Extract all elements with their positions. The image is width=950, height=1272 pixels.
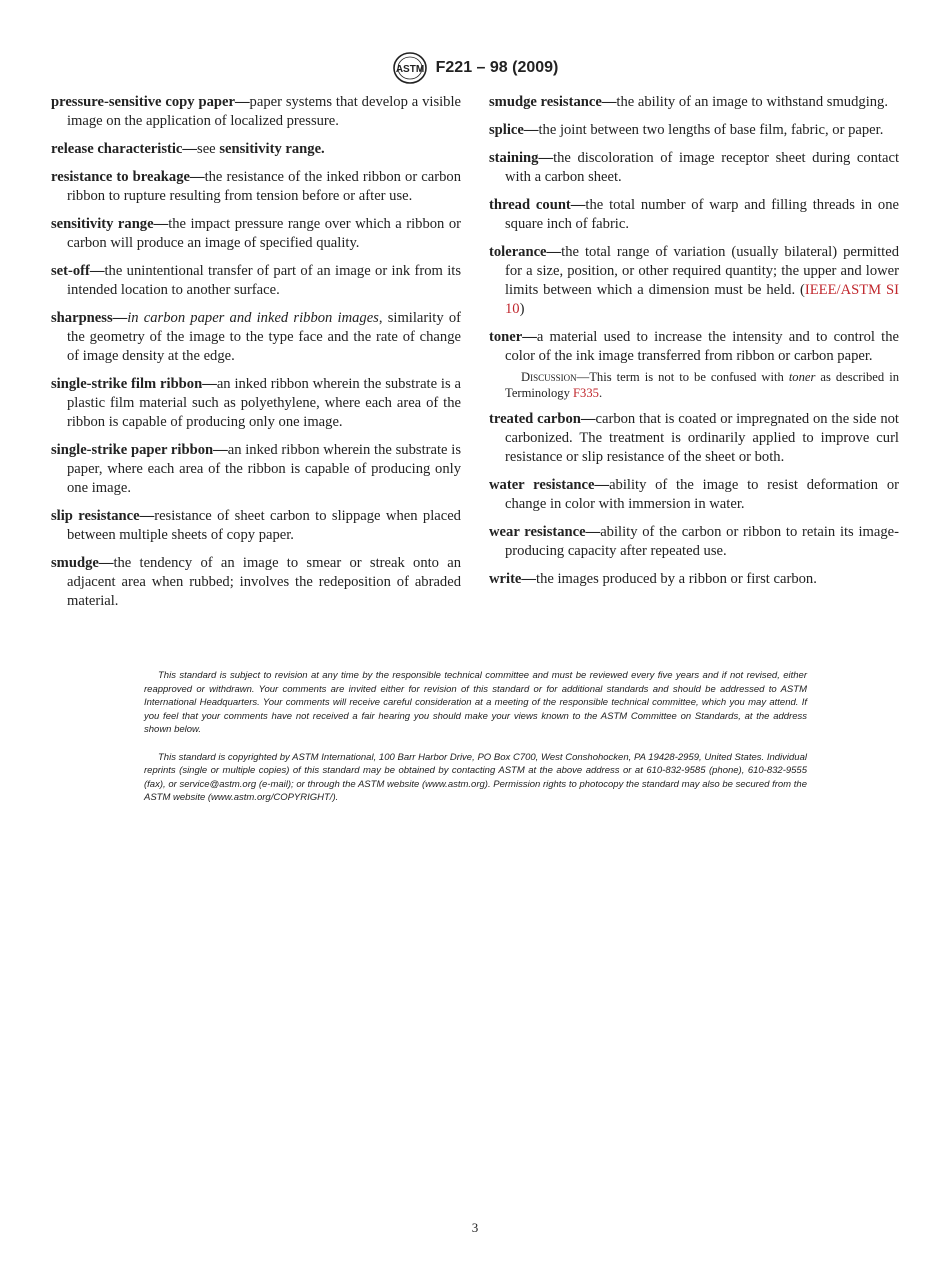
term-pressure-sensitive-copy-paper <box>51 93 461 131</box>
term-wear-resistance <box>489 523 899 561</box>
term-name: sharpness— <box>51 310 128 326</box>
term-name: wear resistance— <box>489 524 601 540</box>
discussion-label: Discussion <box>521 370 577 384</box>
term-definition: see <box>197 141 220 157</box>
discussion-text: . <box>598 386 603 400</box>
term-definition: an inked ribbon wherein the substrate is paper, where each area of the ribbon is capable of producing only one image. <box>67 442 461 496</box>
term-thread-count <box>489 196 899 234</box>
term-cross-reference: sensitivity range. <box>219 141 325 157</box>
term-write <box>489 570 899 589</box>
term-name: write— <box>489 571 537 587</box>
term-definition-end: ) <box>519 301 525 317</box>
term-definition: the resistance of the inked ribbon or carbon ribbon to rupture resulting from tension before or after use. <box>67 169 461 204</box>
term-staining <box>489 149 899 187</box>
term-name: pressure-sensitive copy paper— <box>51 94 250 110</box>
term-sensitivity-range <box>51 215 461 253</box>
reference-link-ieee-astm-si-10[interactable]: IEEE/ASTM SI 10 <box>505 282 899 317</box>
term-definition: a material used to increase the intensity and to control the color of the ink image transferred from ribbon or carbon paper. <box>505 329 899 364</box>
term-definition: the total number of warp and filling threads in one square inch of fabric. <box>505 197 899 232</box>
term-sharpness <box>51 309 461 366</box>
term-smudge-resistance <box>489 93 899 112</box>
term-name: thread count— <box>489 197 586 213</box>
term-definition: resistance of sheet carbon to slippage when placed between multiple sheets of copy paper. <box>67 508 461 543</box>
term-single-strike-paper-ribbon <box>51 441 461 498</box>
term-name: resistance to breakage— <box>51 169 205 185</box>
term-definition: the total range of variation (usually bilateral) permitted for a size, position, or other required quantity; the upper and lower limits between which a dimension must be held. ( <box>505 244 899 298</box>
reference-link-f335[interactable]: F335 <box>573 386 599 400</box>
page-header <box>0 52 950 89</box>
term-set-off <box>51 262 461 300</box>
discussion-text: —This term is not to be confused with <box>576 370 789 384</box>
term-treated-carbon <box>489 410 899 467</box>
discussion-italic: toner <box>788 370 816 384</box>
term-definition: the discoloration of image receptor sheet during contact with a carbon sheet. <box>505 150 899 185</box>
astm-logo-text: ASTM <box>395 64 424 75</box>
term-name: set-off— <box>51 263 105 279</box>
term-definition: paper systems that develop a visible image on the application of localized pressure. <box>67 94 462 129</box>
term-context: in carbon paper and inked ribbon images <box>127 310 379 326</box>
term-definition: ability of the carbon or ribbon to retain its image-producing capacity after repeated use. <box>505 524 899 559</box>
discussion-text: as described in Terminology <box>505 370 899 400</box>
term-name: smudge resistance— <box>489 94 617 110</box>
term-name: tolerance— <box>489 244 562 260</box>
term-toner <box>489 328 899 366</box>
term-name: single-strike paper ribbon— <box>51 442 228 458</box>
revision-notice: This standard is subject to revision at any time by the responsible technical committee and must be reviewed every five years and if not revised, either reapproved or withdrawn. Your comments are invited either for revision of this standard or for additional standards and should be addressed to ASTM International Headquarters. Your comments will receive careful consideration at a meeting of the responsible technical committee, which you may attend. If you feel that your comments have not received a fair hearing you should make your views known to the ASTM Committee on Standards, at the address shown below. <box>144 670 807 735</box>
astm-logo-icon <box>392 52 428 84</box>
term-name: toner— <box>489 329 537 345</box>
term-name: water resistance— <box>489 477 610 493</box>
term-definition: the images produced by a ribbon or first carbon. <box>536 571 817 587</box>
term-water-resistance <box>489 476 899 514</box>
document-designation: F221 – 98 (2009) <box>435 59 559 76</box>
term-definition: ability of the image to resist deformation or change in color with immersion in water. <box>505 477 899 512</box>
copyright-notice: This standard is copyrighted by ASTM International, 100 Barr Harbor Drive, PO Box C700, West Conshohocken, PA 19428-2959, United States. Individual reprints (single or multiple copies) of this standard may be obtained by contacting ASTM at the above address or at 610-832-9585 (phone), 610-832-9555 (fax), or service@astm.org (e-mail); or through the ASTM website (www.astm.org). Permission rights to photocopy the standard may also be secured from the ASTM website (www.astm.org/COPYRIGHT/). <box>144 751 807 803</box>
term-name: sensitivity range— <box>51 216 169 232</box>
term-definition: the unintentional transfer of part of an image or ink from its intended location to another surface. <box>67 263 461 298</box>
term-release-characteristic <box>51 140 461 159</box>
term-definition: carbon that is coated or impregnated on the side not carbonized. The treatment is ordinarily applied to improve curl resistance or slip resistance of the sheet or both. <box>505 411 899 465</box>
term-smudge <box>51 554 461 611</box>
term-definition: , similarity of the geometry of the image to the type face and the rate of change of image density at the edge. <box>67 310 461 364</box>
term-splice <box>489 121 899 140</box>
footnotes <box>144 669 807 819</box>
term-resistance-to-breakage <box>51 168 461 206</box>
term-definition: the joint between two lengths of base film, fabric, or paper. <box>538 122 884 138</box>
term-name: staining— <box>489 150 554 166</box>
discussion-note <box>505 369 899 401</box>
term-definition: the tendency of an image to smear or streak onto an adjacent area when rubbed; involves the redeposition of abraded material. <box>67 555 461 609</box>
right-column <box>489 93 899 598</box>
term-name: release characteristic— <box>51 141 198 157</box>
term-name: single-strike film ribbon— <box>51 376 217 392</box>
term-definition: the impact pressure range over which a ribbon or carbon will produce an image of specified quality. <box>67 216 461 251</box>
term-name: splice— <box>489 122 539 138</box>
term-tolerance <box>489 243 899 319</box>
term-definition: the ability of an image to withstand smudging. <box>616 94 888 110</box>
left-column <box>51 93 461 620</box>
term-definition: an inked ribbon wherein the substrate is a plastic film material such as polyethylene, where each area of the ribbon is capable of producing only one image. <box>67 376 461 430</box>
term-name: smudge— <box>51 555 114 571</box>
term-single-strike-film-ribbon <box>51 375 461 432</box>
term-name: treated carbon— <box>489 411 596 427</box>
term-slip-resistance <box>51 507 461 545</box>
page-number: 3 <box>471 1220 479 1235</box>
term-name: slip resistance— <box>51 508 155 524</box>
